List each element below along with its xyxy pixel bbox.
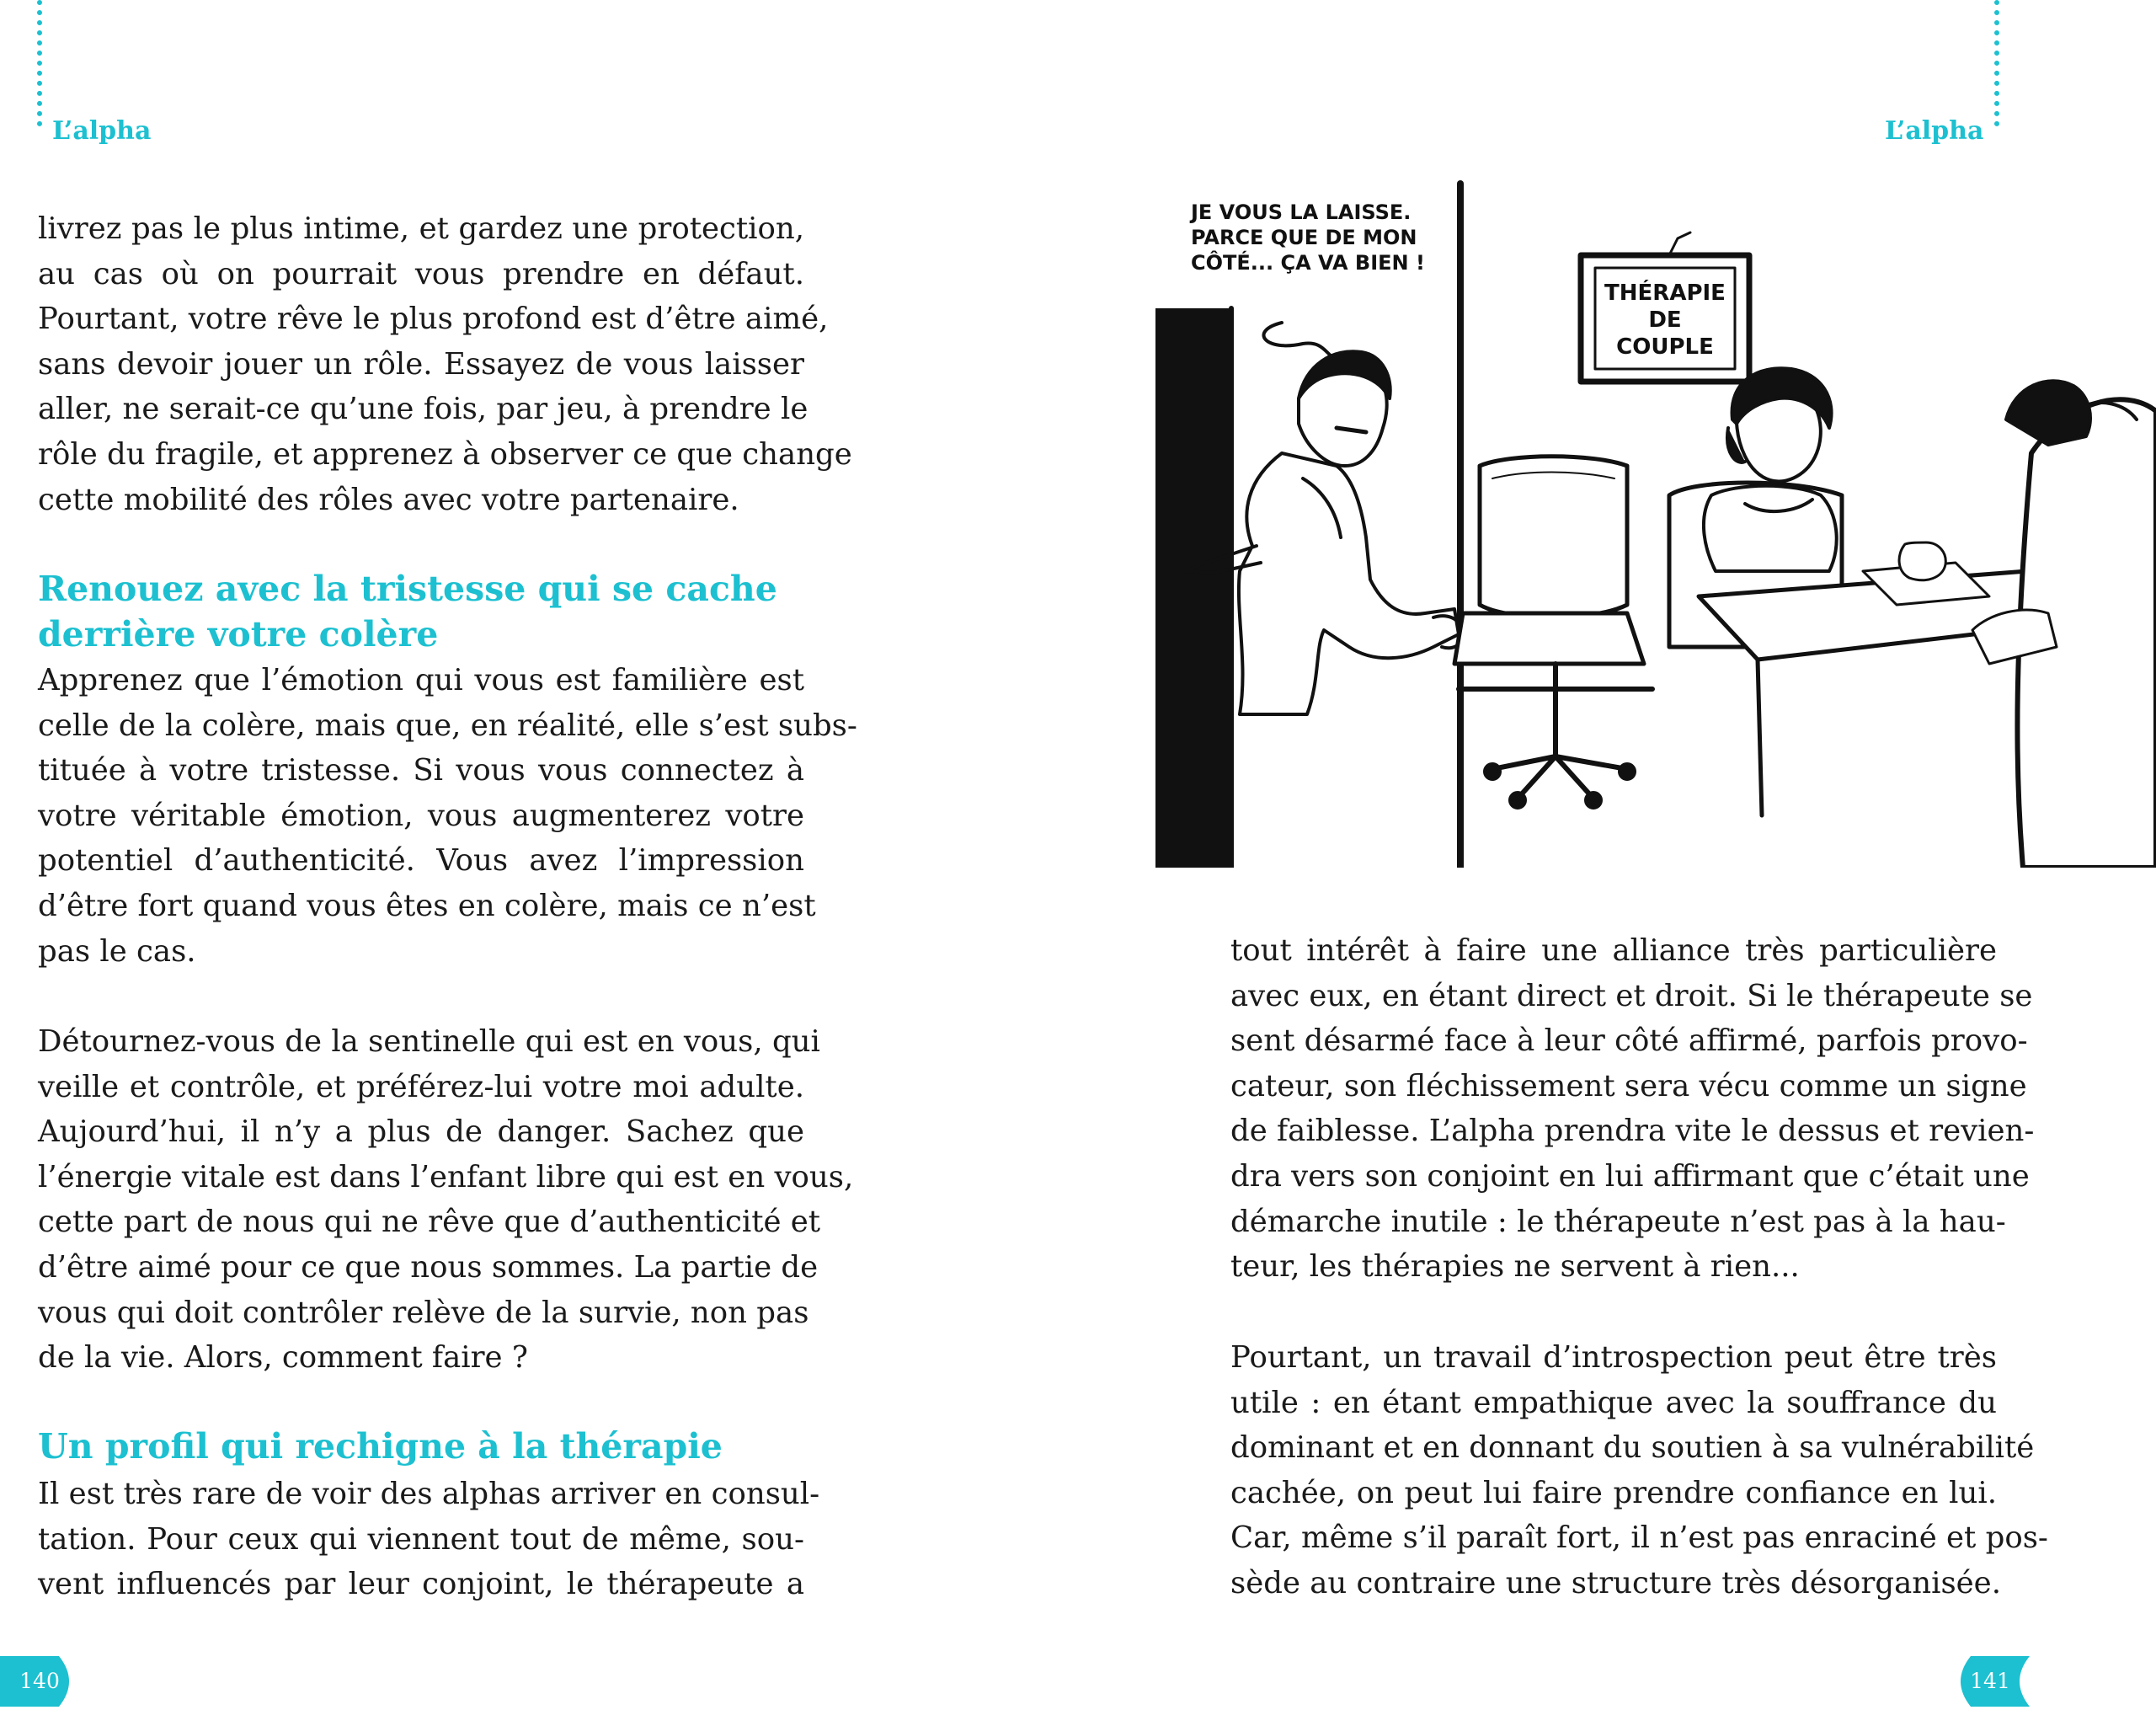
text-line: Aujourd’hui, il n’y a plus de danger. Sachez que (38, 1114, 804, 1150)
text-line: démarche inutile : le thérapeute n’est pas à la hau- (1230, 1204, 2006, 1239)
section-heading-therapie: Un profil qui rechigne à la thérapie (38, 1426, 723, 1467)
text-line: dra vers son conjoint en lui affirmant que c’était une (1230, 1158, 2030, 1194)
left-running-head: L’alpha (52, 116, 152, 146)
text-line: avec eux, en étant direct et droit. Si le thérapeute se (1230, 978, 2033, 1013)
text-line: tation. Pour ceux qui viennent tout de même, sou- (38, 1521, 804, 1557)
text-line: celle de la colère, mais que, en réalité, elle s’est subs- (38, 708, 857, 743)
left-paragraph-2 (38, 658, 857, 974)
left-paragraph-3 (38, 1019, 854, 1381)
text-line: l’énergie vitale est dans l’enfant libre qui est en vous, (38, 1159, 854, 1194)
text-line: de la vie. Alors, comment faire ? (38, 1340, 528, 1376)
text-line: dominant et en donnant du soutien à sa vulnérabilité (1230, 1430, 2035, 1466)
speech-line: JE VOUS LA LAISSE. (1191, 200, 1412, 224)
text-line: pas le cas. (38, 933, 196, 969)
sign-line: DE (1648, 307, 1682, 333)
right-paragraph-2 (1230, 1335, 2048, 1606)
sign-line: COUPLE (1616, 334, 1714, 360)
text-line: d’être fort quand vous êtes en colère, mais ce n’est (38, 888, 816, 923)
speech-line: PARCE QUE DE MON (1191, 226, 1417, 249)
text-line: Il est très rare de voir des alphas arriver en consul- (38, 1477, 820, 1511)
page-number-label: 141 (1970, 1669, 2010, 1693)
right-page-number (1951, 1656, 2030, 1707)
text-line: tout intérêt à faire une alliance très particulière (1230, 933, 1997, 968)
page-number-label: 140 (19, 1669, 60, 1693)
left-paragraph-1 (38, 206, 852, 522)
text-line: tituée à votre tristesse. Si vous vous connectez à (38, 753, 804, 788)
left-dotted-rule (37, 0, 42, 126)
text-line: cateur, son fléchissement sera vécu comme un signe (1230, 1068, 2027, 1103)
text-line: sans devoir jouer un rôle. Essayez de vous laisser (38, 346, 804, 382)
text-line: utile : en étant empathique avec la souffrance du (1230, 1385, 1997, 1420)
text-line: d’être aimé pour ce que nous sommes. La partie de (38, 1249, 819, 1285)
text-line: vent influencés par leur conjoint, le thérapeute a (38, 1567, 804, 1602)
right-paragraph-1 (1230, 928, 2035, 1290)
text-line: votre véritable émotion, vous augmenterez votre (38, 798, 804, 833)
text-line: de faiblesse. L’alpha prendra vite le dessus et revien- (1230, 1114, 2035, 1149)
text-line: aller, ne serait-ce qu’une fois, par jeu, à prendre le (38, 392, 808, 427)
text-line: livrez pas le plus intime, et gardez une protection, (38, 211, 804, 246)
text-line: sent désarmé face à leur côté affirmé, parfois provo- (1230, 1023, 2028, 1059)
text-line: teur, les thérapies ne servent à rien... (1230, 1249, 1800, 1285)
text-line: veille et contrôle, et préférez-lui votre moi adulte. (38, 1069, 804, 1104)
right-dotted-rule (1994, 0, 1999, 126)
text-line: cachée, on peut lui faire prendre confiance en lui. (1230, 1475, 1997, 1510)
heading-line: Renouez avec la tristesse qui se cache (38, 569, 777, 609)
text-line: Pourtant, votre rêve le plus profond est d’être aimé, (38, 302, 829, 337)
text-line: cette mobilité des rôles avec votre partenaire. (38, 482, 739, 517)
section-heading-tristesse (38, 566, 777, 657)
text-line: cette part de nous qui ne rêve que d’authenticité et (38, 1205, 821, 1240)
text-line: Pourtant, un travail d’introspection peut être très (1230, 1340, 1997, 1375)
text-line: vous qui doit contrôler relève de la survie, non pas (38, 1295, 809, 1330)
speech-line: CÔTÉ... ÇA VA BIEN ! (1191, 251, 1425, 275)
right-running-head: L’alpha (1885, 116, 1984, 146)
text-line: Apprenez que l’émotion qui vous est familière est (38, 663, 804, 697)
text-line: Car, même s’il paraît fort, il n’est pas enraciné et pos- (1230, 1520, 2048, 1556)
heading-line: derrière votre colère (38, 614, 439, 655)
text-line: potentiel d’authenticité. Vous avez l’impression (38, 843, 804, 879)
left-paragraph-4 (38, 1472, 820, 1607)
cartoon-illustration (1155, 175, 2156, 868)
text-line: Détournez-vous de la sentinelle qui est en vous, qui (38, 1024, 820, 1059)
left-page-number (0, 1656, 79, 1707)
text-line: sède au contraire une structure très désorganisée. (1230, 1565, 2001, 1600)
sign-line: THÉRAPIE (1604, 281, 1726, 306)
text-line: rôle du fragile, et apprenez à observer ce que change (38, 436, 852, 472)
text-line: au cas où on pourrait vous prendre en défaut. (38, 256, 804, 291)
